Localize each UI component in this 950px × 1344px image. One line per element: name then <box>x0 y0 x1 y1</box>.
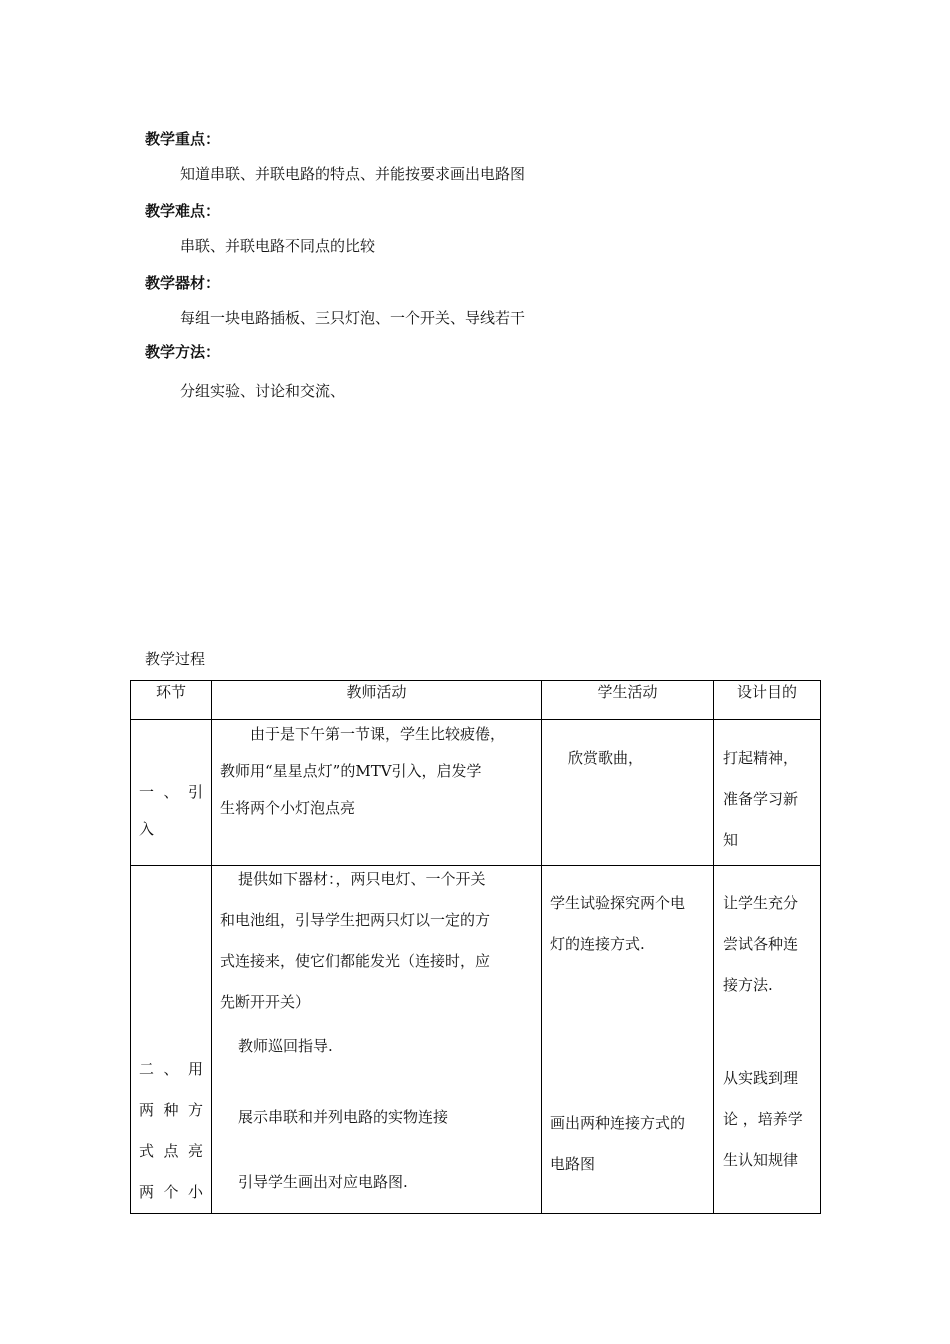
teacher-line: 生将两个小灯泡点亮 <box>220 799 356 817</box>
stage-line: 二 、 用 <box>139 1060 203 1078</box>
student-activity-cell <box>542 866 714 1214</box>
stage-line: 一 、 引 <box>139 783 203 801</box>
section-text-difficulties: 串联、并联电路不同点的比较 <box>180 237 376 255</box>
stage-line: 式 点 亮 <box>139 1142 203 1160</box>
section-text-equipment: 每组一块电路插板、三只灯泡、一个开关、导线若干 <box>180 309 526 327</box>
purpose-line: 生认知规律 <box>723 1151 799 1169</box>
student-line: 欣赏歌曲， <box>568 749 644 767</box>
teacher-line: 引导学生画出对应电路图. <box>238 1173 408 1191</box>
stage-line: 两 种 方 <box>139 1101 203 1119</box>
student-line: 电路图 <box>550 1155 596 1173</box>
stage-cell <box>131 866 212 1214</box>
table-row <box>131 866 821 1214</box>
purpose-line: 让学生充分 <box>723 894 799 912</box>
section-label-key-points: 教学重点： <box>145 130 221 148</box>
stage-line: 两 个 小 <box>139 1183 203 1201</box>
teacher-line: 式连接来，使它们都能发光（连接时，应 <box>220 952 491 970</box>
purpose-line: 打起精神， <box>723 749 799 767</box>
header-teacher-activity: 教师活动 <box>212 681 542 720</box>
student-activity-cell <box>542 720 714 866</box>
stage-cell <box>131 720 212 866</box>
process-title: 教学过程 <box>145 650 206 668</box>
stage-line: 入 <box>139 820 155 838</box>
student-line: 灯的连接方式. <box>550 935 645 953</box>
teacher-line: 和电池组，引导学生把两只灯以一定的方 <box>220 911 491 929</box>
teacher-line: 由于是下午第一节课，学生比较疲倦， <box>250 725 506 743</box>
design-purpose-cell <box>714 866 821 1214</box>
purpose-line: 接方法. <box>723 976 773 994</box>
teaching-process-table <box>130 680 821 1214</box>
section-label-methods: 教学方法： <box>145 343 221 361</box>
section-text-key-points: 知道串联、并联电路的特点、并能按要求画出电路图 <box>180 165 526 183</box>
purpose-line: 准备学习新 <box>723 790 799 808</box>
header-stage: 环节 <box>131 681 212 720</box>
table-row <box>131 720 821 866</box>
student-line: 学生试验探究两个电 <box>550 894 686 912</box>
purpose-line: 知 <box>723 831 739 849</box>
teacher-line: 教师用“星星点灯”的MTV引入，启发学 <box>220 762 482 780</box>
student-line: 画出两种连接方式的 <box>550 1114 686 1132</box>
teacher-line: 教师巡回指导. <box>238 1037 333 1055</box>
teacher-line: 展示串联和并列电路的实物连接 <box>238 1108 449 1126</box>
section-label-difficulties: 教学难点： <box>145 202 221 220</box>
teacher-activity-cell <box>212 720 542 866</box>
design-purpose-cell <box>714 720 821 866</box>
section-text-methods: 分组实验、讨论和交流、 <box>180 382 346 400</box>
purpose-line: 从实践到理 <box>723 1069 799 1087</box>
teacher-activity-cell <box>212 866 542 1214</box>
purpose-line: 尝试各种连 <box>723 935 799 953</box>
header-design-purpose: 设计目的 <box>714 681 821 720</box>
teacher-line: 先断开开关） <box>220 993 311 1011</box>
section-label-equipment: 教学器材： <box>145 274 221 292</box>
purpose-line: 论 ，培养学 <box>723 1110 803 1128</box>
teacher-line: 提供如下器材：，两只电灯、一个开关 <box>238 870 486 888</box>
header-student-activity: 学生活动 <box>542 681 714 720</box>
